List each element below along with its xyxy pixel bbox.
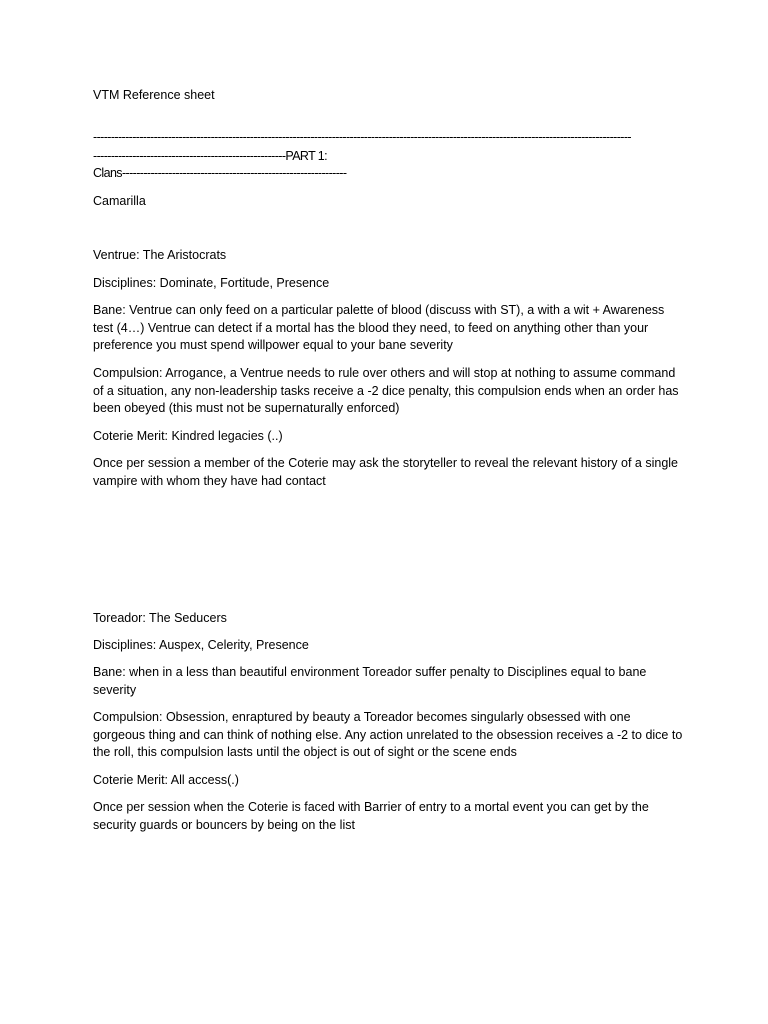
toreador-bane: Bane: when in a less than beautiful environment Toreador suffer penalty to Disciplines equal to bane severity — [93, 665, 647, 697]
document-title: VTM Reference sheet — [93, 88, 215, 102]
ventrue-bane: Bane: Ventrue can only feed on a particular palette of blood (discuss with ST), a with a wit + Awareness test (4…) Ventrue can detect if a mortal has the blood they need, to feed on anything other than your preference you must spend willpower equal to your bane severity — [93, 303, 665, 352]
ventrue-coterie-merit: Coterie Merit: Kindred legacies (..) — [93, 429, 283, 443]
sect-heading: Camarilla — [93, 194, 146, 208]
ventrue-heading: Ventrue: The Aristocrats — [93, 248, 227, 262]
toreador-merit-description: Once per session when the Coterie is faced with Barrier of entry to a mortal event you can get by the security guards or bouncers by being on the list — [93, 800, 649, 832]
toreador-coterie-merit: Coterie Merit: All access(.) — [93, 773, 239, 787]
toreador-compulsion: Compulsion: Obsession, enraptured by beauty a Toreador becomes singularly obsessed with one gorgeous thing and can think of nothing else. Any action unrelated to the obsession receives a -2 to dice to the roll, this compulsion lasts until the object is out of sight or the scene ends — [93, 710, 683, 759]
ventrue-merit-description: Once per session a member of the Coterie may ask the storyteller to reveal the relevant history of a single vampire with whom they have had contact — [93, 456, 678, 488]
toreador-disciplines: Disciplines: Auspex, Celerity, Presence — [93, 638, 309, 652]
clans-heading-line: Clans--------------------------------------------------------------- — [93, 166, 347, 180]
toreador-heading: Toreador: The Seducers — [93, 611, 227, 625]
ventrue-compulsion: Compulsion: Arrogance, a Ventrue needs to rule over others and will stop at nothing to assume command of a situation, any non-leadership tasks receive a -2 dice penalty, this compulsion ends when an order has been obeyed (this must not be supernaturally enforced) — [93, 366, 679, 415]
part-heading-line: ------------------------------------------------------PART 1: — [93, 149, 328, 163]
ventrue-disciplines: Disciplines: Dominate, Fortitude, Presence — [93, 276, 330, 290]
separator-rule: ------------------------------------------------------------------------------------------------------------------------------------------------------- — [93, 130, 631, 144]
document-page — [93, 0, 683, 1024]
